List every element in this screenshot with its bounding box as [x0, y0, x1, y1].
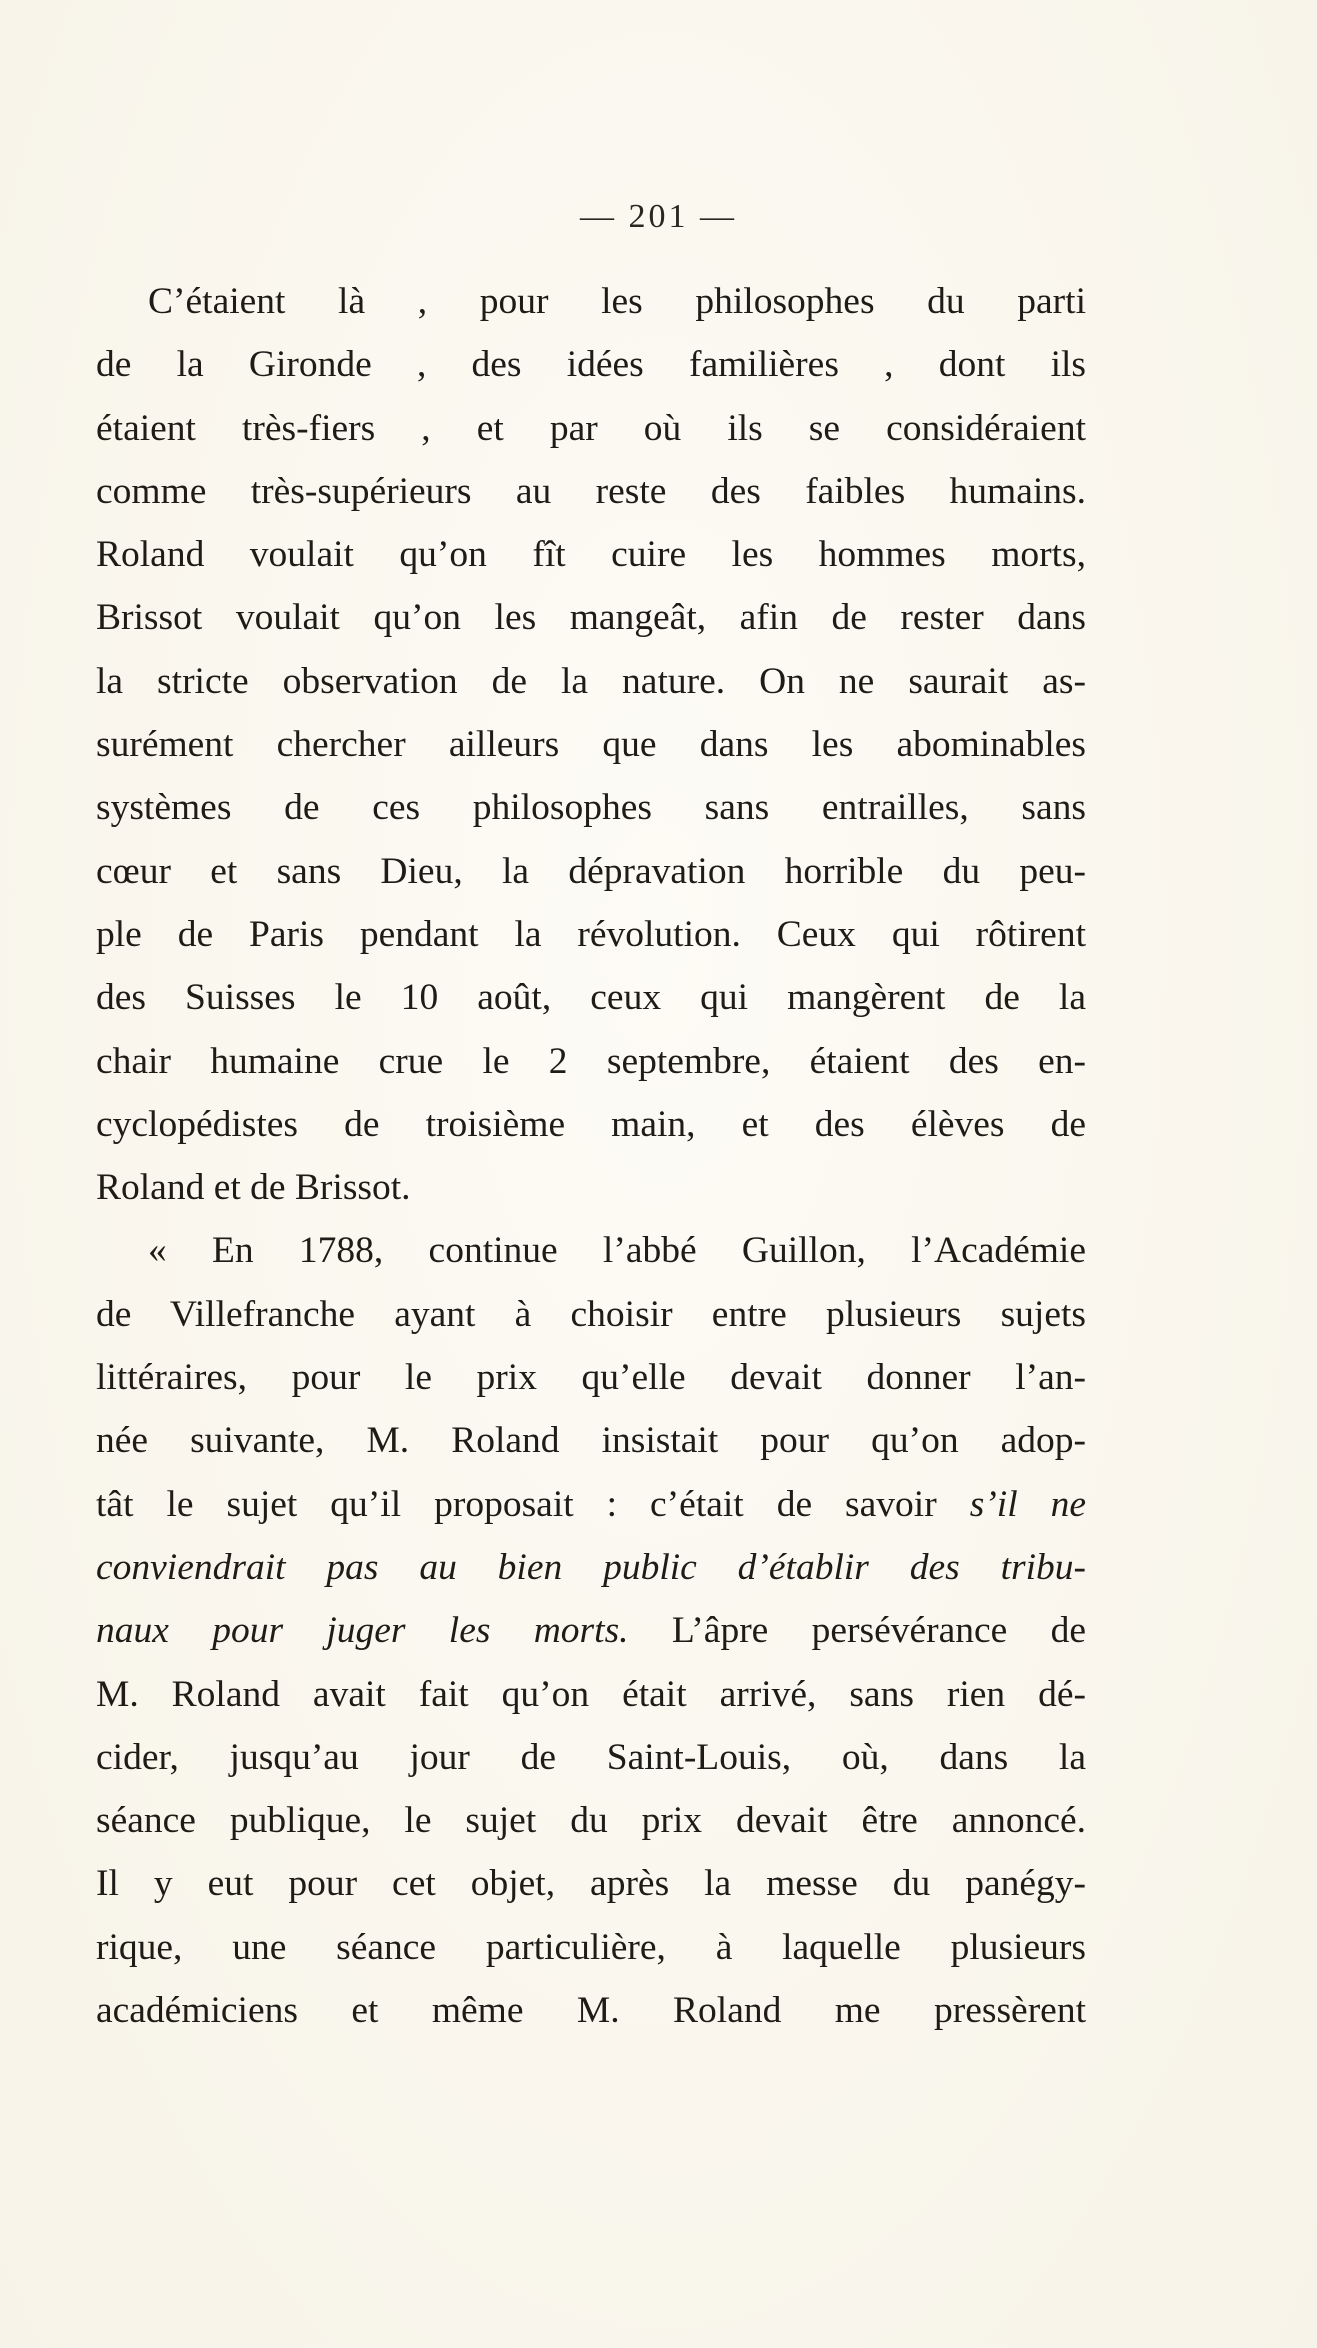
- text-line: Brissot voulait qu’on les mangeât, afin de rester dans: [96, 597, 1086, 639]
- italic-line: conviendrait pas au bien public d’établir des tribu-: [96, 1546, 1086, 1588]
- text-line: chair humaine crue le 2 septembre, étaient des en-: [96, 1040, 1086, 1082]
- text-line: surément chercher ailleurs que dans les abominables: [96, 724, 1086, 766]
- text-line: [96, 1473, 1086, 1536]
- text-line: cider, jusqu’au jour de Saint-Louis, où, dans la: [96, 1736, 1086, 1778]
- text-line: M. Roland avait fait qu’on était arrivé, sans rien dé-: [96, 1673, 1086, 1715]
- text-line: de Villefranche ayant à choisir entre plusieurs sujets: [96, 1293, 1086, 1335]
- text-line: séance publique, le sujet du prix devait être annoncé.: [96, 1800, 1086, 1842]
- text-line: Il y eut pour cet objet, après la messe du panégy-: [96, 1863, 1086, 1905]
- body-text: [96, 270, 1086, 2042]
- text-line: Roland et de Brissot.: [96, 1167, 411, 1209]
- text-line: cœur et sans Dieu, la dépravation horrible du peu-: [96, 850, 1086, 892]
- paragraph: [96, 270, 1086, 1219]
- paragraph: [96, 1219, 1086, 2042]
- text-line: rique, une séance particulière, à laquelle plusieurs: [96, 1926, 1086, 1968]
- italic-phrase: s’il ne: [969, 1483, 1086, 1525]
- text-line: systèmes de ces philosophes sans entrailles, sans: [96, 787, 1086, 829]
- text-line: C’étaient là , pour les philosophes du parti: [148, 281, 1086, 322]
- text-line: ple de Paris pendant la révolution. Ceux qui rôtirent: [96, 913, 1086, 955]
- text-line: née suivante, M. Roland insistait pour qu’on adop-: [96, 1420, 1086, 1462]
- text-line: la stricte observation de la nature. On ne saurait as-: [96, 660, 1086, 702]
- page-number: — 201 —: [580, 198, 737, 235]
- text-line: de la Gironde , des idées familières , dont ils: [96, 344, 1086, 386]
- text-line: cyclopédistes de troisième main, et des élèves de: [96, 1103, 1086, 1145]
- text-line: « En 1788, continue l’abbé Guillon, l’Académie: [148, 1230, 1086, 1272]
- text-line: littéraires, pour le prix qu’elle devait donner l’an-: [96, 1357, 1086, 1399]
- italic-phrase: naux pour juger les morts.: [96, 1610, 629, 1652]
- text-line: comme très-supérieurs au reste des faibles humains.: [96, 470, 1086, 512]
- text-line: étaient très-fiers , et par où ils se considéraient: [96, 407, 1086, 449]
- text-line: [96, 1599, 1086, 1662]
- text-line: Roland voulait qu’on fît cuire les hommes morts,: [96, 534, 1086, 576]
- text-line-roman: tât le sujet qu’il proposait : c’était de savoir: [96, 1483, 970, 1525]
- text-line-roman: L’âpre persévérance de: [628, 1610, 1086, 1652]
- text-line: des Suisses le 10 août, ceux qui mangèrent de la: [96, 977, 1086, 1019]
- text-line: académiciens et même M. Roland me pressèrent: [96, 1990, 1086, 2032]
